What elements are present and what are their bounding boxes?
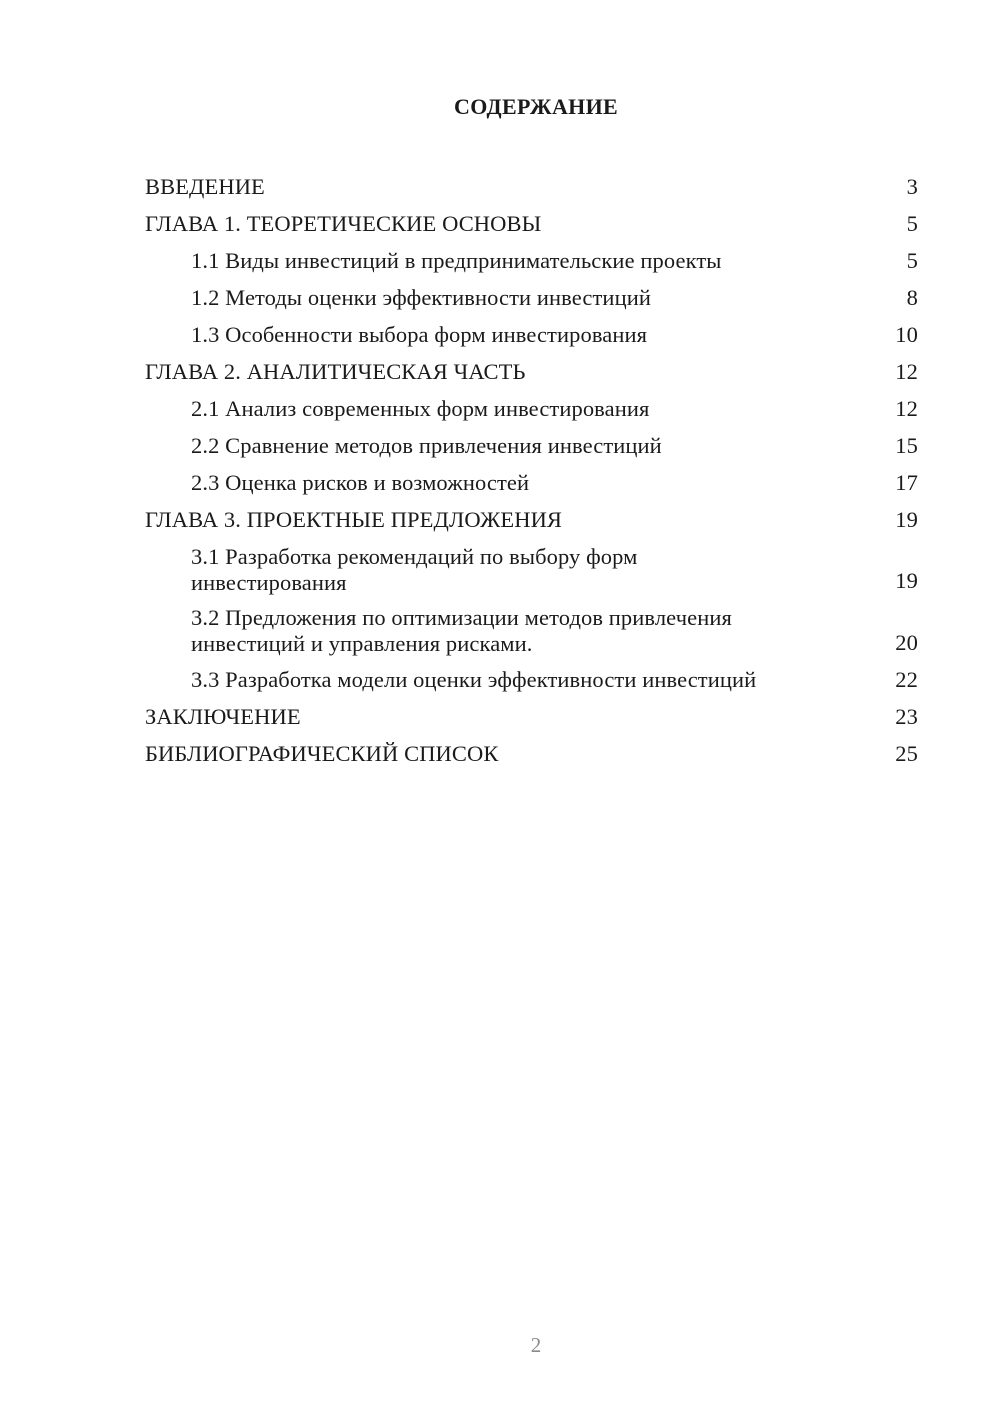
toc-entry-section-3-1[interactable] [145, 538, 918, 600]
toc-entry-title: ГЛАВА 3. ПРОЕКТНЫЕ ПРЕДЛОЖЕНИЯ [145, 506, 563, 532]
toc-list [145, 168, 918, 772]
toc-heading: СОДЕРЖАНИЕ [454, 94, 618, 119]
toc-entry-page: 3 [906, 173, 918, 199]
toc-entry-page: 25 [895, 740, 918, 766]
toc-entry-chapter-3[interactable] [145, 501, 918, 538]
toc-entry-section-2-3[interactable] [145, 464, 918, 501]
toc-entry-section-1-1[interactable] [145, 242, 918, 279]
toc-entry-title: 3.3 Разработка модели оценки эффективности инвестиций [191, 666, 757, 692]
toc-entry-conclusion[interactable] [145, 698, 918, 735]
toc-entry-page: 17 [895, 469, 918, 495]
toc-entry-section-1-2[interactable] [145, 279, 918, 316]
page-number: 2 [530, 1333, 542, 1357]
toc-entry-bibliography[interactable] [145, 735, 918, 772]
toc-entry-title: ГЛАВА 2. АНАЛИТИЧЕСКАЯ ЧАСТЬ [145, 358, 526, 384]
toc-entry-section-2-2[interactable] [145, 427, 918, 464]
toc-entry-page: 5 [906, 210, 918, 236]
toc-entry-title: 3.2 Предложения по оптимизации методов привлечения инвестиций и управления рисками. [191, 605, 732, 656]
toc-entry-page: 8 [906, 284, 918, 310]
toc-entry-page: 15 [895, 432, 918, 458]
toc-entry-chapter-2[interactable] [145, 353, 918, 390]
toc-entry-page: 12 [895, 358, 918, 384]
toc-entry-section-1-3[interactable] [145, 316, 918, 353]
toc-entry-title: БИБЛИОГРАФИЧЕСКИЙ СПИСОК [145, 740, 499, 766]
toc-entry-page: 22 [895, 666, 918, 692]
toc-entry-title: 2.2 Сравнение методов привлечения инвестиций [191, 432, 662, 458]
toc-entry-section-3-2[interactable] [145, 600, 918, 662]
toc-entry-page: 19 [895, 506, 918, 532]
toc-entry-introduction[interactable] [145, 168, 918, 205]
toc-entry-title: 3.1 Разработка рекомендаций по выбору форм инвестирования [191, 543, 638, 595]
toc-entry-title: ВВЕДЕНИЕ [145, 173, 265, 199]
toc-entry-title: 2.3 Оценка рисков и возможностей [191, 469, 530, 495]
toc-entry-page: 23 [895, 703, 918, 729]
toc-entry-title: 2.1 Анализ современных форм инвестирования [191, 395, 650, 421]
toc-entry-page: 12 [895, 395, 918, 421]
toc-entry-page: 5 [906, 247, 918, 273]
toc-entry-title: 1.3 Особенности выбора форм инвестирования [191, 321, 648, 347]
toc-entry-section-3-3[interactable] [145, 661, 918, 698]
toc-entry-title: ЗАКЛЮЧЕНИЕ [145, 703, 301, 729]
toc-entry-title: 1.2 Методы оценки эффективности инвестиций [191, 284, 652, 310]
toc-entry-chapter-1[interactable] [145, 205, 918, 242]
toc-entry-title: ГЛАВА 1. ТЕОРЕТИЧЕСКИЕ ОСНОВЫ [145, 210, 542, 236]
toc-entry-page: 20 [895, 629, 918, 655]
toc-entry-section-2-1[interactable] [145, 390, 918, 427]
toc-entry-title: 1.1 Виды инвестиций в предпринимательские проекты [191, 247, 722, 273]
toc-entry-page: 10 [895, 321, 918, 347]
toc-entry-page: 19 [895, 568, 918, 593]
